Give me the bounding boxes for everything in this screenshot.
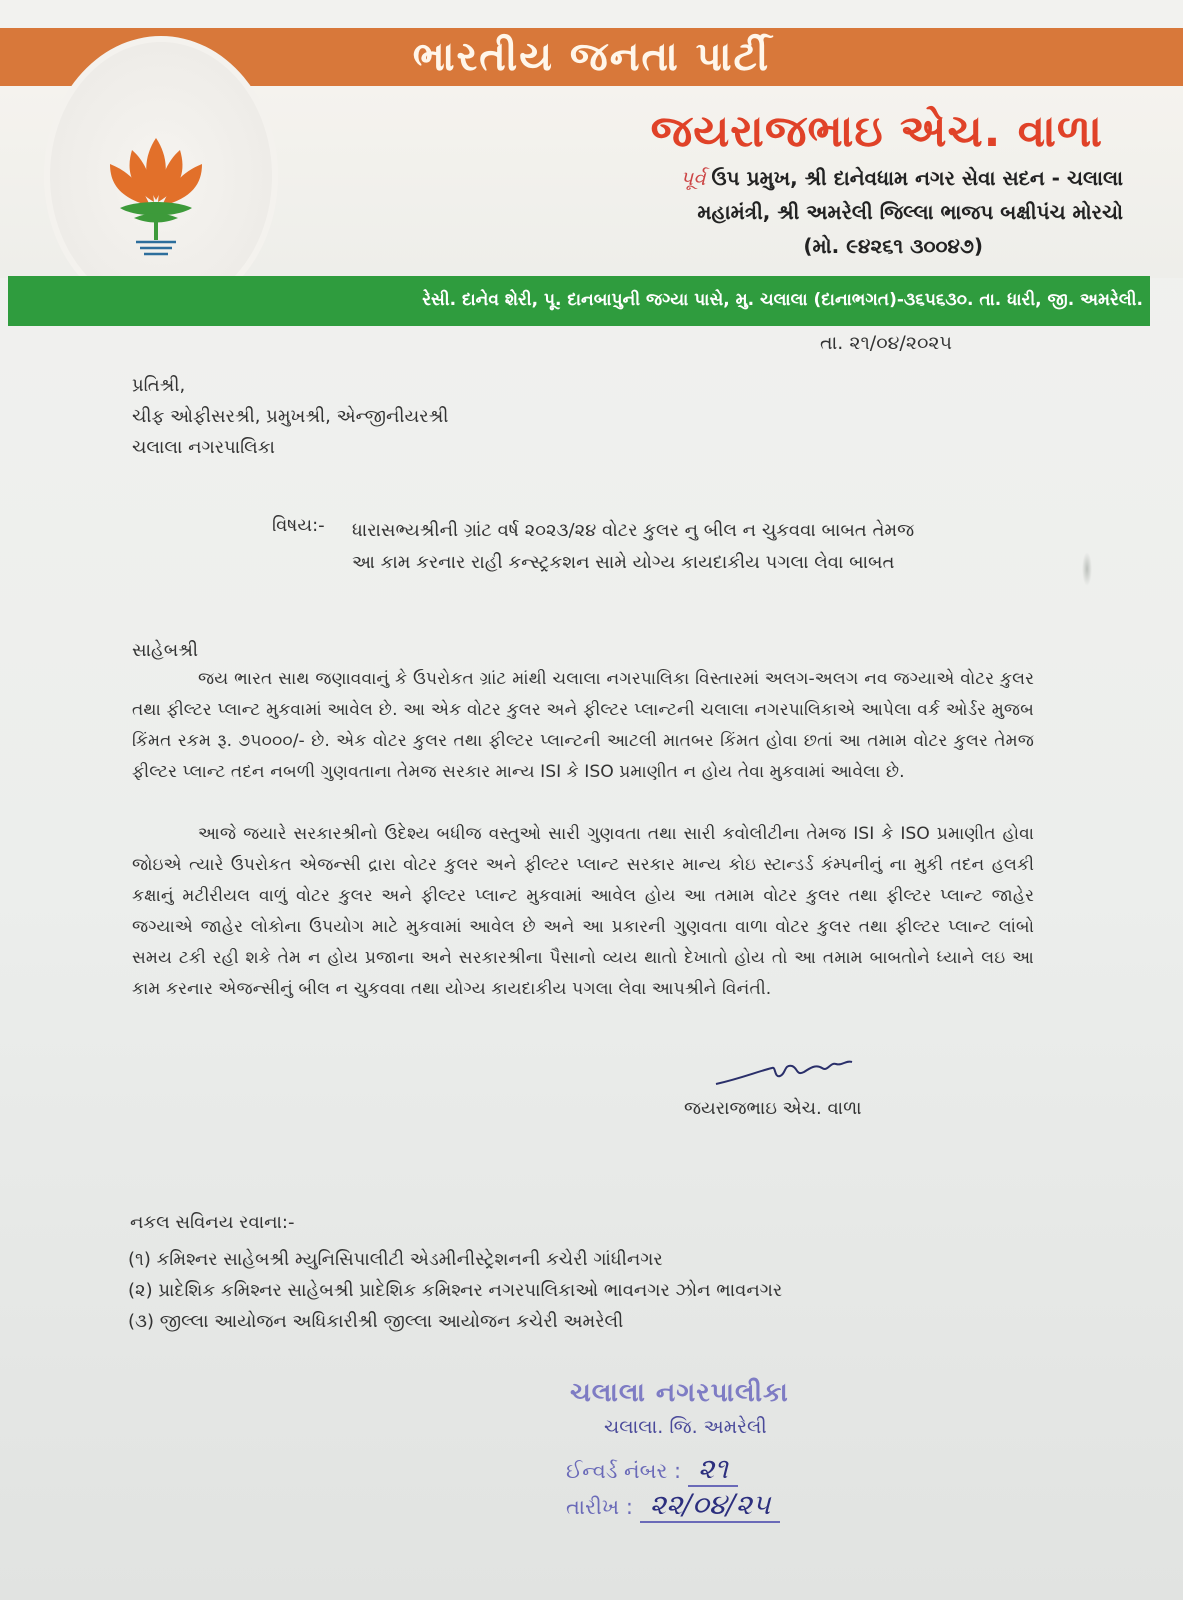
subject-label: વિષય:- xyxy=(272,515,325,536)
copy-item: (૩) જીલ્લા આયોજન અધિકારીશ્રી જીલ્લા આયોજન કચેરી અમરેલી xyxy=(128,1311,624,1332)
mobile-number: (મો. ૯૪૨૬૧ ૩૦૦૪૭) xyxy=(803,234,983,258)
copy-heading: નકલ સવિનય રવાના:- xyxy=(130,1212,295,1233)
stamp-date-row xyxy=(566,1488,780,1522)
address-line: રેસી. દાનેવ શેરી, પૂ. દાનબાપુની જગ્યા પાસે, મુ. ચલાલા (દાનાભગત)-૩૬૫૬૩૦. તા. ધારી, જી. અમરેલી. xyxy=(422,290,1143,310)
subject-text: ધારાસભ્યશ્રીની ગ્રાંટ વર્ષ ૨૦૨૩/૨૪ વોટર કુલર નુ બીલ ન ચુકવવા બાબત તેમજ આ કામ કરનાર રાહી કન્સ્ટ્રકશન સામે યોગ્ય કાયદાકીય પગલા લેવા બાબત xyxy=(352,520,915,573)
recipient-line-2: ચીફ ઓફીસરશ્રી, પ્રમુખશ્રી, એન્જીનીયરશ્રી xyxy=(132,406,449,427)
copy-item: (૨) પ્રાદેશિક કમિશ્નર સાહેબશ્રી પ્રાદેશિક કમિશ્નર નગરપાલિકાઓ ભાવનગર ઝોન ભાવનગર xyxy=(128,1280,783,1301)
title-line-1-text: ઉપ પ્રમુખ, શ્રી દાનેવધામ નગર સેવા સદન - ચલાલા xyxy=(711,166,1123,190)
title-line-2: મહામંત્રી, શ્રી અમરેલી જિલ્લા ભાજપ બક્ષીપંચ મોરચો xyxy=(697,200,1123,224)
signature-mark xyxy=(712,1052,862,1096)
lotus-logo-icon xyxy=(92,130,220,270)
inward-number: ૨૧ xyxy=(688,1452,738,1487)
inward-label: ઈન્વર્ડ નંબર : xyxy=(566,1459,682,1483)
signatory-name: જયરાજભાઇ એચ. વાળા xyxy=(684,1098,862,1119)
body-paragraph-1: જય ભારત સાથ જણાવવાનું કે ઉપરોકત ગ્રાંટ માંથી ચલાલા નગરપાલિકા વિસ્તારમાં અલગ-અલગ નવ જગ્યાએ વોટર કુલર તથા ફીલ્ટર પ્લાન્ટ મુકવામાં આવેલ છે. આ એક વોટર કુલર અને ફીલ્ટર પ્લાન્ટની ચલાલા નગરપાલિકાએ આપેલા વર્ક ઓર્ડર મુજબ કિંમત રકમ રૂ. ૭૫૦૦૦/- છે. એક વોટર કુલર તથા ફીલ્ટર પ્લાન્ટની આટલી માતબર કિંમત હોવા છતાં આ તમામ વોટર કુલર તેમજ ફીલ્ટર પ્લાન્ટ તદન નબળી ગુણવતાના તેમજ સરકાર માન્ય ISI કે ISO પ્રમાણીત ન હોય તેવા મુકવામાં આવેલા છે. xyxy=(132,669,1034,782)
stamp-place: ચલાલા. જિ. અમરેલી xyxy=(604,1416,767,1438)
party-name: ભારતીય જનતા પાર્ટી xyxy=(412,34,771,80)
recipient-line-1: પ્રતિશ્રી, xyxy=(132,375,186,396)
salutation: સાહેબશ્રી xyxy=(132,640,199,661)
stamp-inward-row xyxy=(566,1452,738,1486)
stamp-date-label: તારીખ : xyxy=(566,1495,633,1519)
stamp-date-value: ૨૨/૦૪/૨૫ xyxy=(640,1488,781,1523)
letter-date: તા. ૨૧/૦૪/૨૦૨૫ xyxy=(820,332,953,354)
recipient-block xyxy=(132,370,448,463)
copy-list xyxy=(128,1244,782,1337)
purva-label: પૂર્વ xyxy=(680,166,706,190)
body-paragraph-2: આજે જયારે સરકારશ્રીનો ઉદેશ્ય બધીજ વસ્તુઓ સારી ગુણવતા તથા સારી કવોલીટીના તેમજ ISI કે ISO પ્રમાણીત હોવા જોઇએ ત્યારે ઉપરોકત એજન્સી દ્રારા વોટર કુલર અને ફીલ્ટર પ્લાન્ટ સરકાર માન્ય કોઇ સ્ટાન્ડર્ડ કંમ્પનીનું ના મુકી તદન હલકી કક્ષાનું મટીરીયલ વાળું વોટર કુલર અને ફીલ્ટર પ્લાન્ટ મુકવામાં આવેલ હોય આ તમામ વોટર કુલર તથા ફીલ્ટર પ્લાન્ટ જાહેર જગ્યાએ જાહેર લોકોના ઉપયોગ માટે મુકવામાં આવેલ છે અને આ પ્રકારની ગુણવતા વાળા વોટર કુલર તથા ફીલ્ટર પ્લાન્ટ લાંબો સમય ટકી રહી શકે તેમ ન હોય પ્રજાના અને સરકારશ્રીના પૈસાનો વ્યય થાતો દેખાતો હોય તો આ તમામ બાબતોને ધ્યાને લઇ આ કામ કરનાર એજન્સીનું બીલ ન ચુકવવા તથા યોગ્ય કાયદાકીય પગલા લેવા આપશ્રીને વિનંતી. xyxy=(132,824,1034,999)
title-line-1 xyxy=(680,166,1123,190)
stamp-office-name: ચલાલા નગરપાલીકા xyxy=(570,1378,789,1408)
copy-item: (૧) કમિશ્નર સાહેબશ્રી મ્યુનિસિપાલીટી એડમીનીસ્ટ્રેશનની કચેરી ગાંધીનગર xyxy=(128,1249,663,1270)
paper-smudge xyxy=(1082,552,1092,586)
leader-name: જયરાજભાઇ એચ. વાળા xyxy=(650,106,1103,157)
recipient-line-3: ચલાલા નગરપાલિકા xyxy=(132,437,275,458)
